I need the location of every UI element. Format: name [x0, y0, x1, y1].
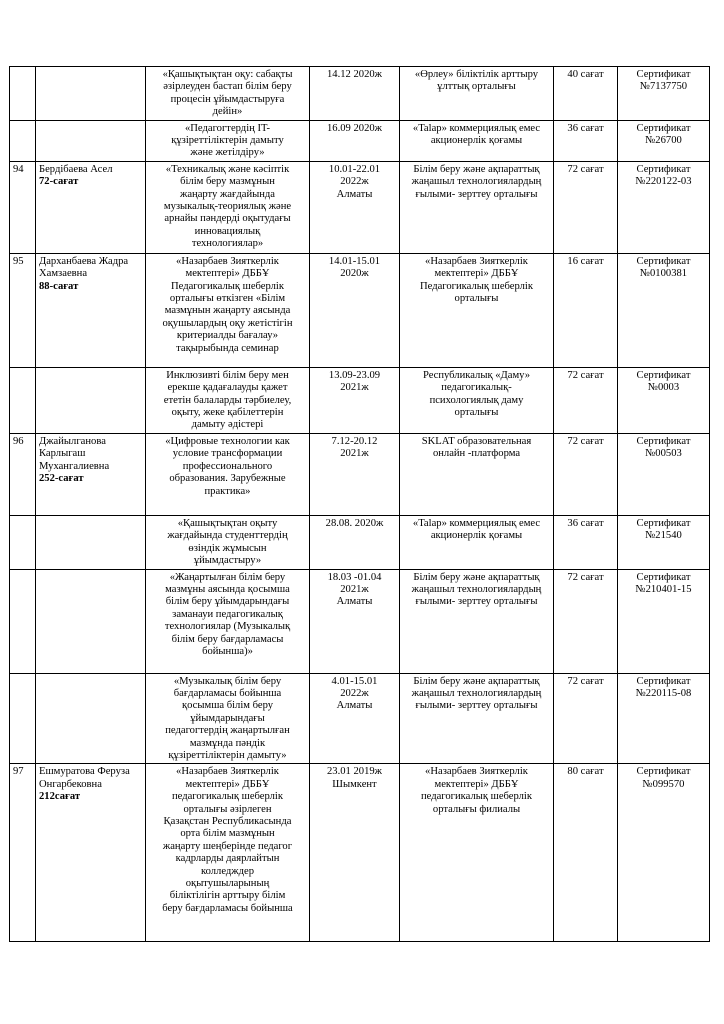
table-row: [10, 433, 710, 515]
course-date-line: 2021ж: [340, 583, 369, 595]
certificate-cell: [618, 120, 710, 161]
organizer-line: мектептері» ДББҰ: [434, 268, 519, 280]
course-title-cell: [146, 253, 310, 367]
course-date-cell: [310, 515, 400, 569]
course-title-line: оқыту, жеке қабілеттерін: [171, 407, 284, 419]
course-title-line: жаңарту шеңберінде педагог: [162, 840, 293, 852]
organizer-cell: [400, 673, 554, 764]
course-title-line: біліктілігін арттыру білім: [169, 890, 286, 902]
row-number: 96: [13, 435, 24, 447]
total-hours: 212сағат: [39, 791, 81, 803]
course-title-line: арнайы пәндерді оқытудағы: [164, 213, 291, 225]
course-title-line: білім беру ұйымдарындағы: [165, 596, 290, 608]
table-row: [10, 120, 710, 161]
course-date-line: Алматы: [336, 188, 373, 200]
course-hours: 72 сағат: [567, 369, 604, 381]
hours-cell: [554, 673, 618, 764]
course-title-line: дамыту әдістері: [191, 419, 264, 431]
course-title-cell: [146, 764, 310, 942]
course-date-line: 14.01-15.01: [328, 255, 381, 267]
course-title-line: Инклюзивті білім беру мен: [166, 369, 289, 381]
organizer-line: акционерлік қоғамы: [430, 135, 523, 147]
course-title-line: орталығы әзірлеген: [183, 803, 272, 815]
course-date-line: 10.01-22.01: [328, 163, 381, 175]
certificate-cell: [618, 433, 710, 515]
course-hours: 72 сағат: [567, 163, 604, 175]
course-title-line: Педагогикалық шеберлік: [170, 280, 285, 292]
teacher-name-cell: [36, 569, 146, 673]
organizer-line: Республикалық «Даму»: [422, 369, 531, 381]
hours-cell: [554, 515, 618, 569]
course-date-line: 16.09 2020ж: [327, 122, 382, 134]
organizer-line: ғылыми- зерттеу орталығы: [415, 700, 538, 712]
course-title-line: заманауи педагогикалық: [172, 608, 283, 620]
course-title-line: «Назарбаев Зияткерлік: [176, 255, 279, 267]
organizer-line: жаңашыл технологиялардың: [411, 687, 542, 699]
course-title-line: критериалды бағалау»: [176, 330, 279, 342]
course-title-cell: [146, 515, 310, 569]
table-row: [10, 367, 710, 433]
certificate-line: Сертификат: [636, 517, 691, 529]
table-row: [10, 67, 710, 121]
certificate-line: №0100381: [639, 268, 688, 280]
teacher-name-cell: [36, 433, 146, 515]
hours-cell: [554, 67, 618, 121]
course-hours: 72 сағат: [567, 435, 604, 447]
course-date-line: Шымкент: [332, 778, 377, 790]
organizer-line: жаңашыл технологиялардың: [411, 176, 542, 188]
training-records-table: [9, 66, 710, 942]
row-number: 95: [13, 255, 24, 267]
certificate-line: №210401-15: [635, 583, 692, 595]
organizer-line: ғылыми- зерттеу орталығы: [415, 596, 538, 608]
course-title-line: ұйымдарындағы: [190, 712, 265, 724]
course-title-line: кадрларды даярлайтын: [175, 853, 280, 865]
course-date-cell: [310, 161, 400, 253]
course-hours: 36 сағат: [567, 517, 604, 529]
row-number-cell: [10, 253, 36, 367]
course-title-line: мазмұнда пәндік: [189, 737, 266, 749]
table-body: [10, 67, 710, 942]
course-title-cell: [146, 67, 310, 121]
table-row: [10, 161, 710, 253]
course-date-line: 13.09-23.09: [328, 369, 381, 381]
certificate-cell: [618, 253, 710, 367]
teacher-name-cell: [36, 67, 146, 121]
course-title-line: практика»: [204, 485, 251, 497]
teacher-name-cell: [36, 515, 146, 569]
course-title-cell: [146, 433, 310, 515]
hours-cell: [554, 120, 618, 161]
course-date-line: 28.08. 2020ж: [325, 517, 384, 529]
course-title-line: білім беру бағдарламасы: [171, 633, 284, 645]
course-hours: 16 сағат: [567, 255, 604, 267]
certificate-cell: [618, 569, 710, 673]
course-title-line: орталығы өткізген «Білім: [169, 293, 286, 305]
course-date-line: 14.12 2020ж: [327, 69, 382, 80]
course-date-line: 23.01 2019ж: [327, 766, 382, 778]
organizer-line: орталығы: [454, 407, 499, 419]
organizer-cell: [400, 433, 554, 515]
certificate-line: Сертификат: [636, 435, 691, 447]
course-title-line: орта білім мазмұнын: [180, 828, 275, 840]
course-date-line: Алматы: [336, 700, 373, 712]
course-title-line: «Педагогтердің IT-: [184, 122, 271, 134]
organizer-cell: [400, 367, 554, 433]
course-date-line: 2022ж: [340, 687, 369, 699]
organizer-line: «Talap» коммерциялық емес: [412, 122, 541, 134]
course-title-line: музыкалық-теориялық және: [163, 201, 292, 213]
organizer-line: SKLAT образовательная: [421, 435, 532, 447]
course-title-line: педагогтердің жаңартылған: [165, 725, 290, 737]
certificate-line: Сертификат: [636, 369, 691, 381]
course-date-cell: [310, 433, 400, 515]
certificate-cell: [618, 67, 710, 121]
course-date-line: 18.03 -01.04: [327, 571, 382, 583]
certificate-cell: [618, 161, 710, 253]
course-date-line: 2022ж: [340, 176, 369, 188]
course-title-cell: [146, 569, 310, 673]
course-title-line: жаңарту жағдайында: [180, 188, 275, 200]
course-hours: 40 сағат: [567, 69, 604, 80]
teacher-name-cell: [36, 764, 146, 942]
table-row: [10, 673, 710, 764]
certificate-line: №21540: [645, 530, 682, 542]
course-title-line: оқытушыларының: [185, 878, 270, 889]
course-title-line: технологиялар (Музыкалық: [164, 621, 291, 633]
teacher-name: Бердібаева Асел: [39, 163, 113, 175]
teacher-name: Ешмуратова Феруза Онгарбековна: [39, 766, 130, 790]
total-hours: 88-сағат: [39, 280, 79, 292]
course-title-cell: [146, 367, 310, 433]
total-hours: 252-сағат: [39, 473, 84, 485]
organizer-cell: [400, 120, 554, 161]
course-title-line: «Музыкалық білім беру: [173, 675, 282, 687]
course-title-line: өзіндік жұмысын: [188, 542, 267, 554]
course-date-line: Алматы: [336, 596, 373, 608]
teacher-name-cell: [36, 673, 146, 764]
certificate-line: Сертификат: [636, 255, 691, 267]
course-title-line: мазмұнын жаңарту аясында: [164, 305, 291, 317]
hours-cell: [554, 161, 618, 253]
certificate-line: Сертификат: [636, 675, 691, 687]
row-number: 94: [13, 163, 24, 175]
hours-cell: [554, 253, 618, 367]
teacher-name-cell: [36, 253, 146, 367]
hours-cell: [554, 764, 618, 942]
certificate-line: №00503: [645, 448, 682, 460]
course-date-line: 7.12-20.12: [331, 435, 378, 447]
course-title-line: «Қашықтықтан оқу: сабақты: [162, 69, 293, 80]
certificate-line: Сертификат: [636, 69, 691, 80]
organizer-line: орталығы филиалы: [432, 803, 521, 815]
course-date-line: 2020ж: [340, 268, 369, 280]
teacher-name-cell: [36, 120, 146, 161]
certificate-line: №7137750: [639, 81, 688, 93]
organizer-line: Білім беру және ақпараттық: [413, 571, 540, 583]
organizer-line: мектептері» ДББҰ: [434, 778, 519, 790]
organizer-line: акционерлік қоғамы: [430, 530, 523, 542]
row-number-cell: [10, 67, 36, 121]
teacher-name: Дарханбаева Жадра Хамзаевна: [39, 255, 129, 280]
hours-cell: [554, 569, 618, 673]
organizer-line: Білім беру және ақпараттық: [413, 163, 540, 175]
certificate-line: Сертификат: [636, 766, 691, 778]
organizer-line: жаңашыл технологиялардың: [411, 583, 542, 595]
certificate-cell: [618, 673, 710, 764]
teacher-name-cell: [36, 367, 146, 433]
certificate-line: №26700: [645, 135, 682, 147]
row-number-cell: [10, 673, 36, 764]
course-date-cell: [310, 67, 400, 121]
hours-cell: [554, 433, 618, 515]
certificate-line: №220122-03: [635, 176, 692, 188]
table-row: [10, 253, 710, 367]
row-number: 97: [13, 766, 24, 778]
organizer-cell: [400, 67, 554, 121]
course-title-line: «Техникалық және кәсіптік: [165, 163, 290, 175]
table-row: [10, 569, 710, 673]
course-title-line: жағдайында студенттердің: [167, 530, 288, 542]
course-title-line: образования. Зарубежные: [169, 473, 286, 485]
organizer-cell: [400, 161, 554, 253]
organizer-line: Педагогикалық шеберлік: [419, 280, 534, 292]
organizer-line: педагогикалық-: [441, 382, 512, 394]
course-title-line: ұйымдастыру»: [193, 555, 262, 567]
organizer-line: «Өрлеу» біліктілік арттыру: [414, 69, 539, 80]
organizer-line: ұлттық орталығы: [437, 81, 516, 93]
organizer-cell: [400, 253, 554, 367]
course-title-line: колледждер: [201, 865, 254, 877]
certificate-cell: [618, 515, 710, 569]
course-title-line: құзіреттіліктерін дамыту»: [168, 749, 287, 761]
course-title-line: ерекше қадағалауды қажет: [167, 382, 288, 394]
certificate-line: №0003: [647, 382, 680, 394]
course-title-line: мектептері» ДББҰ: [185, 778, 270, 790]
organizer-line: «Talap» коммерциялық емес: [412, 517, 541, 529]
organizer-line: ғылыми- зерттеу орталығы: [415, 188, 538, 200]
row-number-cell: [10, 433, 36, 515]
course-title-line: дейін»: [212, 106, 243, 118]
organizer-cell: [400, 569, 554, 673]
organizer-line: педагогикалық шеберлік: [420, 791, 533, 803]
course-title-line: технологиялар»: [191, 238, 264, 250]
course-title-line: инновациялық: [194, 225, 261, 237]
teacher-name-cell: [36, 161, 146, 253]
table-row: [10, 515, 710, 569]
course-hours: 72 сағат: [567, 675, 604, 687]
organizer-cell: [400, 515, 554, 569]
course-hours: 36 сағат: [567, 122, 604, 134]
course-title-line: тақырыбында семинар: [176, 342, 279, 354]
organizer-line: «Назарбаев Зияткерлік: [425, 255, 528, 267]
organizer-cell: [400, 764, 554, 942]
course-title-line: «Қашықтықтан оқыту: [177, 517, 278, 529]
course-date-line: 4.01-15.01: [331, 675, 378, 687]
course-title-line: «Назарбаев Зияткерлік: [176, 766, 279, 778]
course-title-line: Қазақстан Республикасында: [163, 815, 292, 827]
course-title-line: бойынша)»: [202, 645, 253, 657]
table-row: [10, 764, 710, 942]
row-number-cell: [10, 367, 36, 433]
course-title-line: қосымша білім беру: [181, 700, 274, 712]
row-number-cell: [10, 764, 36, 942]
course-date-cell: [310, 120, 400, 161]
certificate-line: №099570: [642, 778, 685, 790]
certificate-line: Сертификат: [636, 163, 691, 175]
course-title-line: әзірлеуден бастап білім беру: [163, 81, 292, 93]
course-title-line: ететін балаларды тәрбиелеу,: [163, 394, 292, 406]
course-title-line: профессионального: [182, 460, 273, 472]
course-title-line: білім беру мазмұнын: [180, 176, 275, 188]
course-date-cell: [310, 367, 400, 433]
organizer-line: орталығы: [454, 293, 499, 305]
course-title-line: бағдарламасы бойынша: [173, 687, 282, 699]
row-number-cell: [10, 515, 36, 569]
course-title-cell: [146, 161, 310, 253]
course-title-line: мазмұны аясында қосымша: [165, 583, 290, 595]
certificate-line: Сертификат: [636, 122, 691, 134]
certificate-cell: [618, 764, 710, 942]
organizer-line: «Назарбаев Зияткерлік: [425, 766, 528, 778]
teacher-name: Джайылганова Карлыгаш Мухангалиевна: [39, 435, 110, 472]
course-date-line: 2021ж: [340, 382, 369, 394]
course-hours: 80 сағат: [567, 766, 604, 778]
total-hours: 72-сағат: [39, 176, 79, 188]
certificate-cell: [618, 367, 710, 433]
course-date-line: 2021ж: [340, 448, 369, 460]
row-number-cell: [10, 569, 36, 673]
course-title-line: «Жаңартылған білім беру: [169, 571, 286, 583]
course-title-cell: [146, 673, 310, 764]
organizer-line: Білім беру және ақпараттық: [413, 675, 540, 687]
certificate-line: №220115-08: [635, 687, 692, 699]
hours-cell: [554, 367, 618, 433]
row-number-cell: [10, 161, 36, 253]
course-title-line: процесін ұйымдастыруға: [170, 93, 285, 105]
organizer-line: онлайн -платформа: [432, 448, 521, 460]
course-title-line: условие трансформации: [172, 448, 283, 460]
course-title-line: мектептері» ДББҰ: [185, 268, 270, 280]
course-title-line: оқушылардың оқу жетістігін: [162, 317, 293, 329]
course-hours: 72 сағат: [567, 571, 604, 583]
course-date-cell: [310, 673, 400, 764]
organizer-line: психологиялық даму: [429, 394, 524, 406]
course-title-line: беру бағдарламасы бойынша: [162, 902, 293, 914]
course-title-line: «Цифровые технологии как: [165, 435, 290, 447]
course-title-line: және жетілдіру»: [190, 147, 265, 159]
course-title-cell: [146, 120, 310, 161]
row-number-cell: [10, 120, 36, 161]
course-date-cell: [310, 253, 400, 367]
course-date-cell: [310, 764, 400, 942]
certificate-line: Сертификат: [636, 571, 691, 583]
course-title-line: құзіреттіліктерін дамыту: [171, 135, 284, 147]
course-date-cell: [310, 569, 400, 673]
course-title-line: педагогикалық шеберлік: [171, 791, 284, 803]
